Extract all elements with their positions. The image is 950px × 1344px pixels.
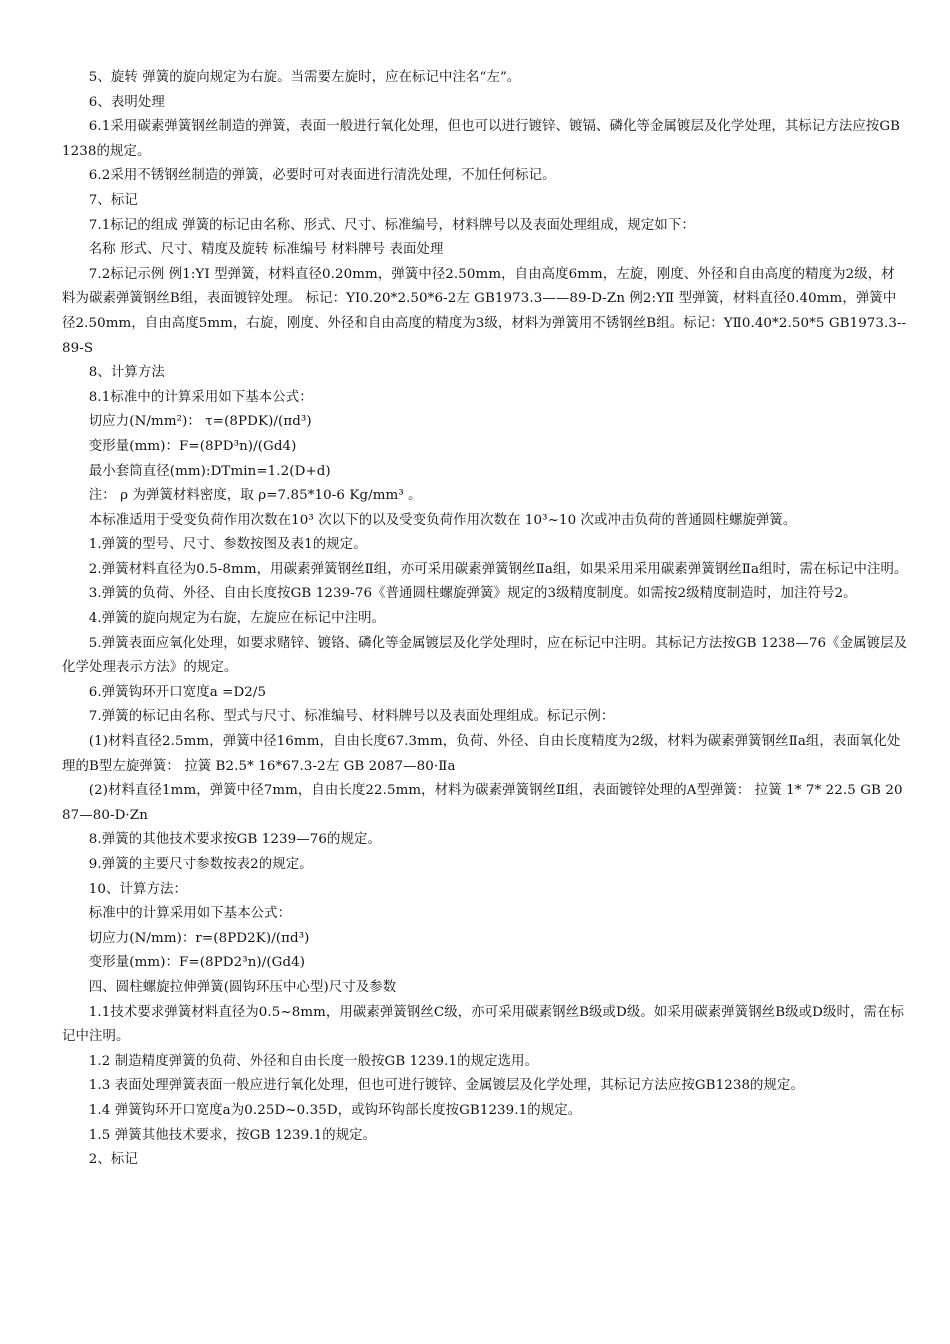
paragraph: 8.1标准中的计算采用如下基本公式：: [88, 389, 313, 405]
list-item: 1.弹簧的型号、尺寸、参数按图及表1的规定。: [88, 537, 367, 553]
formula-line: 切应力(N/mm²)： τ=(8PDK)/(πd³): [88, 414, 312, 430]
paragraph: 5、旋转 弹簧的旋向规定为右旋。当需要左旋时，应在标记中注名“左”。: [88, 70, 521, 85]
section-heading: 四、圆柱螺旋拉伸弹簧(圆钩环压中心型)尺寸及参数: [88, 979, 397, 995]
paragraph: 6.2采用不锈钢丝制造的弹簧，必要时可对表面进行清洗处理，不加任何标记。: [88, 168, 556, 184]
paragraph: 7.2标记示例 例1:YⅠ 型弹簧，材料直径0.20mm，弹簧中径2.50mm，自由高度6mm，左旋，刚度、外径和自由高度的精度为2级，材料为碳素弹簧钢丝B组，表面镀锌处理。 标记：YⅠ0.20*2.50*6-2左 GB1973.3——89-D-Zn 例2:YⅡ 型弹簧，材料直径0.40mm，弹簧中径2.50mm，自由高度5mm，右旋，刚度、外径和自由高度的精度为3级，材料为弹簧用不锈钢丝B组。标记：YⅡ0.40*2.50*5 GB1973.3--89-S: [62, 266, 907, 356]
formula-line: 最小套筒直径(mm):DTmin=1.2(D+d): [88, 463, 331, 479]
list-item: 2.弹簧材料直径为0.5-8mm，用碳素弹簧钢丝Ⅱ组，亦可采用碳素弹簧钢丝Ⅱa组，如果采用采用碳素弹簧钢丝Ⅱa组时，需在标记中注明。: [88, 561, 908, 577]
formula-line: 变形量(mm)：F=(8PD³n)/(Gd4): [88, 438, 297, 454]
section-heading: 2、标记: [88, 1152, 138, 1168]
formula-line: 切应力(N/mm)：r=(8PD2K)/(πd³): [88, 930, 310, 946]
list-item: 1.4 弹簧钩环开口宽度a为0.25D~0.35D，或钩环钩部长度按GB1239.1的规定。: [88, 1102, 582, 1118]
paragraph: 6.1采用碳素弹簧钢丝制造的弹簧，表面一般进行氧化处理，但也可以进行镀锌、镀镉、磷化等金属镀层及化学处理，其标记方法应按GB1238的规定。: [62, 119, 901, 159]
document-body: [62, 66, 908, 1173]
list-item: 1.2 制造精度弹簧的负荷、外径和自由长度一般按GB 1239.1的规定选用。: [88, 1053, 539, 1069]
section-heading: 8、计算方法: [88, 365, 165, 381]
paragraph: 7.1标记的组成 弹簧的标记由名称、形式、尺寸、标准编号，材料牌号以及表面处理组成，规定如下：: [88, 217, 695, 233]
paragraph: 本标准适用于受变负荷作用次数在10³ 次以下的以及受变负荷作用次数在 10³~10 次或冲击负荷的普通圆柱螺旋弹簧。: [88, 512, 797, 528]
list-item: 9.弹簧的主要尺寸参数按表2的规定。: [88, 857, 313, 872]
paragraph: 标准中的计算采用如下基本公式：: [88, 906, 292, 922]
list-item: 5.弹簧表面应氧化处理，如要求赌锌、镀铬、磷化等金属镀层及化学处理时，应在标记中注明。其标记方法按GB 1238—76《金属镀层及化学处理表示方法》的规定。: [62, 635, 908, 676]
list-item: 1.5 弹簧其他技术要求，按GB 1239.1的规定。: [88, 1127, 377, 1143]
list-item: 1.3 表面处理弹簧表面一般应进行氧化处理，但也可进行镀锌、金属镀层及化学处理，其标记方法应按GB1238的规定。: [88, 1078, 805, 1094]
list-item: 8.弹簧的其他技术要求按GB 1239—76的规定。: [88, 832, 381, 848]
list-item: 4.弹簧的旋向规定为右旋，左旋应在标记中注明。: [88, 611, 386, 627]
list-item: (1)材料直径2.5mm，弹簧中径16mm，自由长度67.3mm，负荷、外径、自由长度精度为2级，材料为碳素弹簧钢丝Ⅱa组，表面氧化处理的B型左旋弹簧： 拉簧 B2.5* 16*67.3-2左 GB 2087—80·Ⅱa: [62, 734, 901, 774]
section-heading: 6、表明处理: [88, 94, 165, 110]
paragraph: 名称 形式、尺寸、精度及旋转 标准编号 材料牌号 表面处理: [88, 242, 444, 258]
list-item: 6.弹簧钩环开口宽度a =D2/5: [88, 684, 267, 700]
list-item: 7.弹簧的标记由名称、型式与尺寸、标准编号、材料牌号以及表面处理组成。标记示例：: [88, 709, 615, 725]
list-item: 3.弹簧的负荷、外径、自由长度按GB 1239-76《普通圆柱螺旋弹簧》规定的3级精度制度。如需按2级精度制造时，加注符号2。: [88, 586, 857, 602]
section-heading: 10、计算方法：: [88, 881, 187, 897]
note-line: 注： ρ 为弹簧材料密度，取 ρ=7.85*10-6 Kg/mm³ 。: [88, 488, 422, 504]
list-item: 1.1技术要求弹簧材料直径为0.5~8mm，用碳素弹簧钢丝C级，亦可采用碳素钢丝B级或D级。如采用碳素弹簧钢丝B级或D级时，需在标记中注明。: [62, 1004, 904, 1045]
list-item: (2)材料直径1mm，弹簧中径7mm，自由长度22.5mm，材料为碳素弹簧钢丝Ⅱ组，表面镀锌处理的A型弹簧： 拉簧 1* 7* 22.5 GB 2087—80-D·Zn: [62, 783, 903, 823]
formula-line: 变形量(mm)：F=(8PD2³n)/(Gd4): [88, 955, 306, 971]
section-heading: 7、标记: [88, 192, 138, 208]
